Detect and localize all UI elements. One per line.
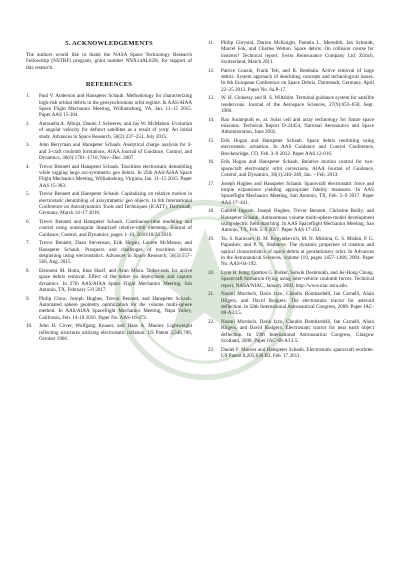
reference-number: 23. — [208, 346, 215, 353]
reference-item — [208, 138, 374, 157]
reference-item — [26, 323, 192, 342]
reference-number: 14. — [208, 116, 215, 123]
reference-text: Trevor Bennett and Hanspeter Schaub. Continuous-time modeling and control using nonsingular linearized relative-orbit elements. Journal of Guidance, Control, and Dynamics, pages 1–10, 2016/10/24 2016. — [39, 218, 192, 238]
reference-item — [26, 219, 192, 238]
left-column — [26, 40, 192, 345]
reference-number: 11. — [208, 40, 215, 46]
reference-number: 10. — [26, 323, 33, 330]
reference-text: Erik Hogan and Hanspeter Schaub. Space debris reorbiting using electrostatic actuation. In AAS Guidance and Control Conference, Breckenridge, CO, Feb. 3–8 2012. Paper AAS 12-016. — [221, 138, 374, 157]
reference-text: Paul V. Anderson and Hanspeter Schaub. Methodology for characterizing high-risk orbital debris in the geosynchronous orbit regime. In AAS/AIAA Space Flight Mechanics Meeting, Williamsburg, VA, Jan. 11–15 2015. Paper AAS 15-204. — [39, 93, 192, 119]
reference-text: Eleonora M. Botta, Inna Sharf, and Arun Misra. Tether-nets for active space debris removal: Effect of the tether on deployment and capture dynamics. In 27th AAS/AIAA Space Flight Mechanics Meeting, San Antonio, TX, February 5-9 2017. — [39, 267, 192, 293]
reference-item — [26, 164, 192, 189]
acknowledgements-heading: 5. ACKNOWLEDGEMENTS — [65, 40, 153, 47]
reference-text: Antonella A. Albuja, Daniel J. Scheeres, and Jay W. McMahon. Evolution of angular velocity for defunct satellites as a result of yorp: An initial study. Advances in Space Research, 56(2):237–251, July 2015. — [39, 120, 192, 140]
reference-text: Philip Chrystal, Darren McKnight, Pamela L. Meredith, Jan Schmidt, Marcel Fok, and Charles Wetton. Space debris: On collision course for insurers? Technical report, Swiss Reinsurance Company Ltd, Zürich, Switzerland, March 2011. — [221, 40, 374, 66]
reference-text: Trevor Bennett, Daan Stevenson, Erik Hogan, Lauren McManus, and Hanspeter Schaub. Prospects and challenges of touchless debris despinning using electrostatics. Advances in Space Research, 56(3):557–568, Aug. 2015. — [39, 240, 192, 266]
reference-text: Naomi Murdoch, Dario Izzo, Claudio Bombardelli, Ian Carnelli, Alain Hilgers, and David Rodgers. Electrostatic tractor for near earth object deflection. In 59th International Astronautical Congress, Glasgow Scotland, 2008. Paper IAC-08-A3.I.5. — [221, 319, 374, 345]
references-heading: REFERENCES — [85, 81, 133, 89]
reference-text: Rao Surampudi et. al. Solar cell and array technology for future space missions. Technical Report D-24454, National Aeronautics and Space Administration, June 2002. — [221, 116, 374, 136]
acknowledgements-text: The authors would like to thank the NASA Space Technology Research Fellowship (NSTRF) program, grant number NNX14AL62H, for support of this research. — [26, 52, 192, 71]
reference-item — [208, 40, 374, 65]
reference-number: 4. — [26, 163, 30, 170]
reference-number: 20. — [208, 270, 215, 277]
reference-number: 22. — [208, 319, 215, 326]
reference-text: Erik Hogan and Hanspeter Schaub. Relative motion control for two-spacecraft electrostatic orbit corrections. AIAA Journal of Guidance, Control, and Dynamics, 36(1):240–249, Jan. – Feb. 2013. — [221, 159, 374, 179]
reference-item — [208, 270, 374, 289]
reference-text: Joseph Hughes and Hanspeter Schaub. Spacecraft electrostatic force and torque expansions yielding appropriate fidelity measures. In AAS Spaceflight Mechanics Meeting, San Antonio, TX, Feb. 5–9 2017. Paper AAS 17–441. — [221, 180, 374, 206]
reference-item — [26, 240, 192, 265]
reference-number: 17. — [208, 180, 215, 187]
reference-item — [208, 117, 374, 136]
reference-number: 6. — [26, 218, 30, 225]
reference-text: Trevor Bennett and Hanspeter Schaub. Touchless electrostatic detumbling while tugging large axi-symmetric geo debris. In 25th AAS/AIAA Space Flight Mechanics Meeting, Williamsburg, Virginia, Jan. 11–15 2015. Paper AAS 15-383. — [39, 163, 192, 189]
reference-text: John Berryman and Hanspeter Schaub. Analytical charge analysis for 2- and 3-craft coulomb formations. AIAA Journal of Guidance, Control, and Dynamics, 30(6):1701–1710, Nov.–Dec. 2007. — [39, 142, 192, 161]
reference-text: Patrice Couzin, Frank Teti, and R. Rembala. Active removal of large debris: System approach of deorbiting concepts and technological issues. In 6th European Conference on Space Debris, Darmstadt, Germany, April 22–25 2013. Paper No. 6a.P-17. — [221, 67, 374, 93]
reference-number: 18. — [208, 208, 215, 215]
reference-item — [208, 208, 374, 233]
references-list-right — [208, 40, 374, 359]
reference-text: Trevor Bennett and Hanspeter Schaub. Capitalizing on relative motion in electrostatic detumbling of axisymmetric geo objects. In 6th International Conference on Astrodynamics Tools and Techniques (ICATT), Darmstadt, Germany, March 14–17 2016. — [39, 191, 192, 217]
reference-item — [208, 181, 374, 206]
reference-item — [26, 142, 192, 161]
reference-text: Philip Chow, Joseph Hughes, Trevor Bennett, and Hanspeter Schaub. Automated sphere geometry optimization for the volume multi-sphere method. In AAS/AIAA Spaceflight Mechanics Meeting, Napa Valley, California, Feb. 14-18 2016. Paper No. AAS-16-472. — [39, 295, 192, 321]
reference-number: 7. — [26, 240, 30, 247]
reference-text: W. H. Clohessy and R. S. Wiltshire. Terminal guidance system for satellite rendezvous. Journal of the Aerospace Sciences, 27(9):653–658, Sept. 1960. — [221, 95, 374, 115]
reference-number: 13. — [208, 95, 215, 102]
reference-text: Naomi Murdoch, Dario Izzo, Claudio Bombardelli, Ian Carnelli, Alain Hilgers, and David Rodgers. The electrostatic tractor for asteroid deflection. In 58th International Astronautical Congress, 2008. Paper IAC-08-A3.I.5. — [221, 291, 374, 317]
reference-item — [208, 291, 374, 316]
reference-item — [208, 319, 374, 344]
reference-number: 5. — [26, 191, 30, 198]
reference-item — [26, 191, 192, 216]
reference-number: 8. — [26, 267, 30, 274]
reference-text: Daniel F. Moorer and Hanspeter Schaub. Electrostatic spacecraft reorbiter. US Patent 8,205,838 B2, Feb. 17 2011. — [221, 346, 374, 360]
paper-page — [26, 40, 374, 540]
reference-number: 19. — [208, 236, 215, 242]
reference-text: Gabriel Ingram, Joseph Hughes, Trevor Bennett, Christine Reilly, and Hanspeter Schaub. Autonomous volume multi-sphere-model development using electric field matching. In AAS Spaceflight Mechanics Meeting, San Antonio, TX, Feb. 5–9 2017. Paper AAS 17-451. — [221, 208, 374, 234]
reference-number: 21. — [208, 291, 215, 298]
reference-item — [208, 95, 374, 114]
reference-text: Lyon B. King, Gordon G. Parker, Satwik Deshmukh, and Jer-Hong Chong. Spacecraft formation-flying using inter-vehicle coulomb forces. Technical report, NASA/NIAC, January 2002. http://www.niac.usra.edu. — [221, 270, 374, 289]
right-column — [208, 40, 374, 362]
reference-item — [208, 68, 374, 93]
reference-number: 3. — [26, 142, 30, 149]
reference-number: 1. — [26, 93, 30, 100]
reference-number: 15. — [208, 138, 215, 144]
reference-number: 9. — [26, 295, 30, 302]
reference-number: 12. — [208, 67, 215, 74]
references-list-left — [26, 93, 192, 342]
reference-item — [26, 268, 192, 293]
reference-item — [26, 93, 192, 118]
reference-item — [26, 121, 192, 140]
reference-item — [208, 159, 374, 178]
reference-text: Yu. S. Karavaev, R. M. Kopyatkevich, M. N. Mishina, G. S. Mishin, P. G. Papushev, and P. N. Shaburov. The dynamic properties of rotation and optical characteristics of space debris at geostationary orbit. In Advances in the Astronautical Sciences, volume 119, pages 1457–1466, 2004. Paper No. AAS-04-192. — [221, 236, 374, 268]
reference-number: 2. — [26, 120, 30, 127]
reference-item — [208, 236, 374, 268]
reference-item — [208, 347, 374, 360]
reference-number: 16. — [208, 159, 215, 166]
reference-item — [26, 296, 192, 321]
reference-text: John H. Cover, Wolfgang Knauer, and Hans A. Maurer. Lightweight reflecting structures utilizing electrostatic inflation. US Patent 3,546,706, October 1966. — [39, 323, 192, 342]
